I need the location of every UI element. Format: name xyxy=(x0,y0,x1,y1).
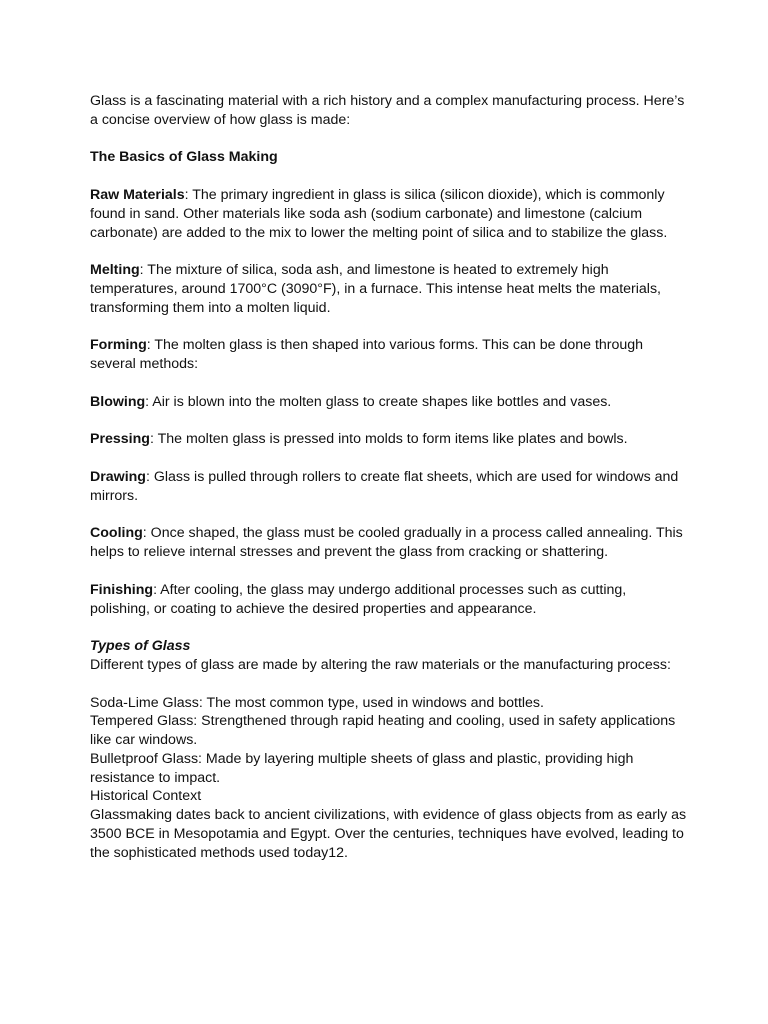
types-intro: Different types of glass are made by altering the raw materials or the manufacturing process: xyxy=(90,656,671,673)
step-term: Melting xyxy=(90,262,140,279)
step-finishing xyxy=(90,581,690,619)
step-text: : The molten glass is then shaped into various forms. This can be done through several methods: xyxy=(90,337,644,373)
type-item-bulletproof: Bulletproof Glass: Made by layering multiple sheets of glass and plastic, providing high resistance to impact. xyxy=(90,750,634,786)
step-term: Drawing xyxy=(90,468,146,485)
type-item-tempered: Tempered Glass: Strengthened through rapid heating and cooling, used in safety applications like car windows. xyxy=(90,713,676,749)
step-text: : The mixture of silica, soda ash, and limestone is heated to extremely high temperatures, around 1700°C (3090°F), in a furnace. This intense heat melts the materials, transforming them into a molten liquid. xyxy=(90,262,661,316)
step-text: : The primary ingredient in glass is silica (silicon dioxide), which is commonly found in sand. Other materials like soda ash (sodium carbonate) and limestone (calcium carbonate) are added to the mix to lower the melting point of silica and to stabilize the glass. xyxy=(90,186,668,241)
step-term: Blowing xyxy=(90,393,146,410)
step-text: : Air is blown into the molten glass to create shapes like bottles and vases. xyxy=(145,393,612,410)
types-heading: Types of Glass xyxy=(90,638,191,655)
step-pressing xyxy=(90,430,690,449)
step-term: Finishing xyxy=(90,581,154,598)
step-term: Cooling xyxy=(90,525,143,542)
step-drawing xyxy=(90,468,690,506)
step-raw-materials xyxy=(90,186,690,242)
step-melting xyxy=(90,261,690,317)
document-page xyxy=(90,92,690,863)
step-blowing xyxy=(90,393,690,412)
step-text: : Glass is pulled through rollers to create flat sheets, which are used for windows and mirrors. xyxy=(90,468,679,504)
step-cooling xyxy=(90,524,690,562)
history-heading: Historical Context xyxy=(90,788,202,805)
step-term: Pressing xyxy=(90,431,150,448)
step-term: Raw Materials xyxy=(90,186,185,203)
basics-heading: The Basics of Glass Making xyxy=(90,149,278,166)
step-text: : The molten glass is pressed into molds to form items like plates and bowls. xyxy=(149,431,628,448)
history-paragraph: Glassmaking dates back to ancient civilizations, with evidence of glass objects from as early as 3500 BCE in Mesopotamia and Egypt. Over the centuries, techniques have evolved, leading to the sophisticated methods used today12. xyxy=(90,807,687,861)
intro-paragraph: Glass is a fascinating material with a rich history and a complex manufacturing process. Here’s a concise overview of how glass is made: xyxy=(90,93,685,128)
step-forming xyxy=(90,336,690,374)
step-text: : Once shaped, the glass must be cooled gradually in a process called annealing. This helps to relieve internal stresses and prevent the glass from cracking or shattering. xyxy=(90,525,683,561)
step-term: Forming xyxy=(90,337,147,354)
step-text: : After cooling, the glass may undergo additional processes such as cutting, polishing, or coating to achieve the desired properties and appearance. xyxy=(90,581,627,617)
type-item-soda-lime: Soda-Lime Glass: The most common type, used in windows and bottles. xyxy=(90,694,544,711)
